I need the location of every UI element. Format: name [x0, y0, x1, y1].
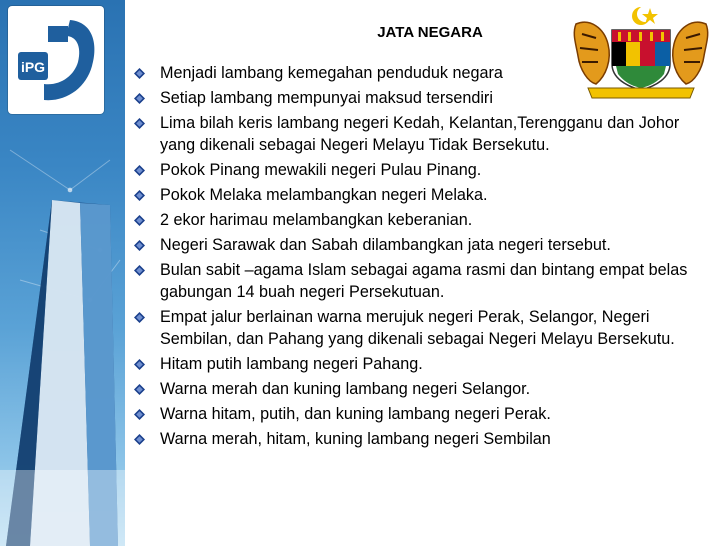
diamond-bullet-icon	[134, 240, 145, 251]
list-item: Hitam putih lambang negeri Pahang.	[132, 353, 692, 375]
list-item: Pokok Pinang mewakili negeri Pulau Pinang.	[132, 159, 692, 181]
diamond-bullet-icon	[134, 359, 145, 370]
diamond-bullet-icon	[134, 118, 145, 129]
list-item: Bulan sabit –agama Islam sebagai agama rasmi dan bintang empat belas gabungan 14 buah negeri Persekutuan.	[132, 259, 692, 303]
list-item: Negeri Sarawak dan Sabah dilambangkan jata negeri tersebut.	[132, 234, 692, 256]
diamond-bullet-icon	[134, 68, 145, 79]
list-item: Warna hitam, putih, dan kuning lambang negeri Perak.	[132, 403, 692, 425]
diamond-bullet-icon	[134, 434, 145, 445]
list-item: Warna merah, hitam, kuning lambang negeri Sembilan	[132, 428, 692, 450]
diamond-bullet-icon	[134, 265, 145, 276]
list-item: Menjadi lambang kemegahan penduduk negara	[132, 62, 692, 84]
ipg-logo	[8, 6, 104, 114]
diamond-bullet-icon	[134, 312, 145, 323]
diamond-bullet-icon	[134, 409, 145, 420]
diamond-bullet-icon	[134, 190, 145, 201]
diamond-bullet-icon	[134, 165, 145, 176]
diamond-bullet-icon	[134, 384, 145, 395]
diamond-bullet-icon	[134, 93, 145, 104]
list-item: Warna merah dan kuning lambang negeri Selangor.	[132, 378, 692, 400]
list-item: 2 ekor harimau melambangkan keberanian.	[132, 209, 692, 231]
slide-title: JATA NEGARA	[377, 24, 483, 41]
bullet-list	[132, 62, 692, 453]
diamond-bullet-icon	[134, 215, 145, 226]
list-item: Setiap lambang mempunyai maksud tersendiri	[132, 87, 692, 109]
logo-text: iPG	[20, 59, 46, 75]
list-item: Lima bilah keris lambang negeri Kedah, Kelantan,Terengganu dan Johor yang dikenali sebagai Negeri Melayu Tidak Bersekutu.	[132, 112, 692, 156]
list-item: Pokok Melaka melambangkan negeri Melaka.	[132, 184, 692, 206]
sidebar-decoration	[0, 0, 125, 546]
list-item: Empat jalur berlainan warna merujuk negeri Perak, Selangor, Negeri Sembilan, dan Pahang yang dikenali sebagai Negeri Melayu Bersekutu.	[132, 306, 692, 350]
